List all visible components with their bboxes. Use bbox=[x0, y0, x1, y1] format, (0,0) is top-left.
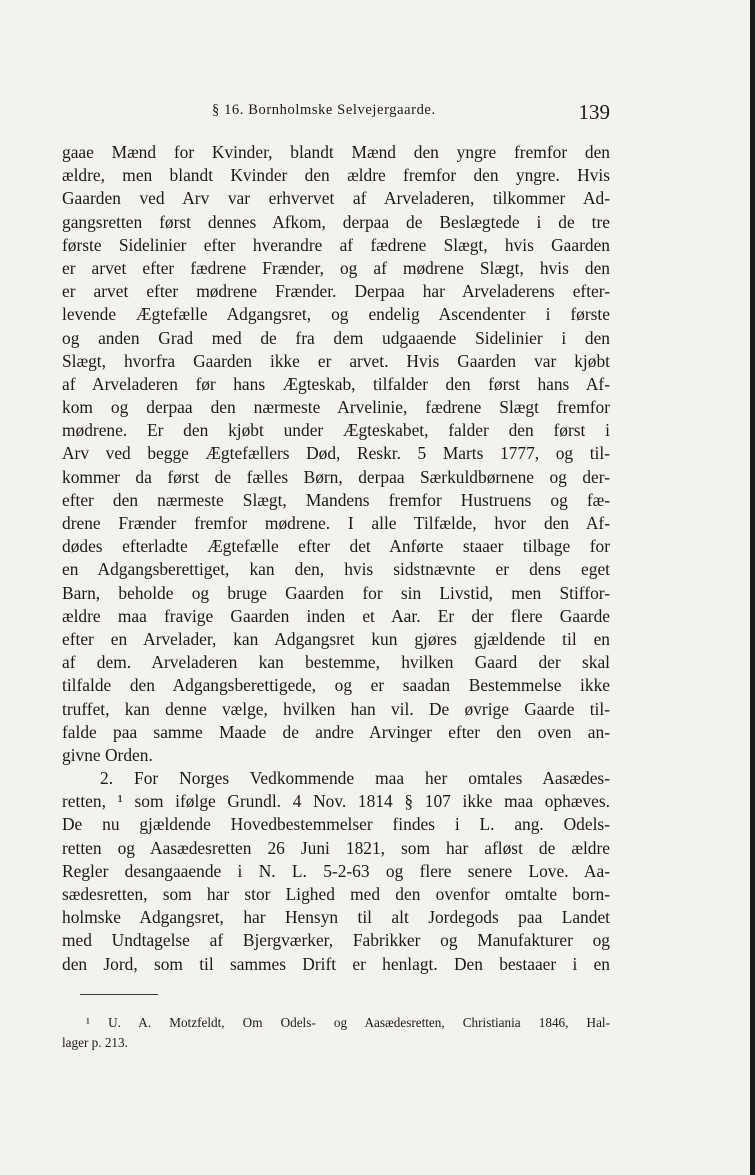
text-line: sædesretten, som har stor Lighed med den ovenfor omtalte born- bbox=[62, 884, 610, 904]
text-line: ældre maa fravige Gaarden inden et Aar. Er der flere Gaarde bbox=[62, 605, 610, 626]
text-line: Arv ved begge Ægtefællers Død, Reskr. 5 Marts 1777, og til- bbox=[62, 443, 610, 464]
text-line: drene Frænder fremfor mødrene. I alle Tilfælde, hvor den Af- bbox=[62, 513, 610, 533]
text-line: Regler desangaaende i N. L. 5-2-63 og flere senere Love. Aa- bbox=[62, 860, 610, 881]
text-line: af Arveladeren før hans Ægteskab, tilfalder den først hans Af- bbox=[62, 373, 610, 394]
text-line: retten, ¹ som ifølge Grundl. 4 Nov. 1814 § 107 ikke maa ophæves. bbox=[62, 791, 610, 812]
text-line: gangsretten først dennes Afkom, derpaa de Beslægtede i de tre bbox=[62, 211, 610, 232]
text-line: med Undtagelse af Bjergværker, Fabrikker og Manufakturer og bbox=[62, 930, 610, 951]
text-line: første Sidelinier efter hverandre af fædrene Slægt, hvis Gaarden bbox=[62, 234, 610, 255]
paragraph-end-line: givne Orden. bbox=[62, 744, 153, 765]
footnote-line: lager p. 213. bbox=[62, 1034, 128, 1050]
text-line: Barn, beholde og bruge Gaarden for sin Livstid, men Stiffor- bbox=[62, 582, 610, 603]
text-line: retten og Aasædesretten 26 Juni 1821, som har afløst de ældre bbox=[62, 837, 610, 858]
page-number: 139 bbox=[578, 100, 610, 124]
body-text bbox=[62, 141, 610, 976]
text-line: falde paa samme Maade de andre Arvinger efter den oven an- bbox=[62, 721, 610, 742]
text-line: tilfalde den Adgangsberettigede, og er saadan Bestemmelse ikke bbox=[62, 675, 610, 696]
text-line: dødes efterladte Ægtefælle efter det Anførte staaer tilbage for bbox=[62, 536, 610, 557]
text-line: Gaarden ved Arv var erhvervet af Arveladeren, tilkommer Ad- bbox=[62, 188, 610, 209]
text-line: efter den nærmeste Slægt, Mandens fremfor Hustruens og fæ- bbox=[62, 489, 610, 510]
text-line: en Adgangsberettiget, kan den, hvis sidstnævnte er dens eget bbox=[62, 559, 610, 580]
text-line: kommer da først de fælles Børn, derpaa Særkuldbørnene og der- bbox=[62, 466, 610, 487]
text-line: Slægt, hvorfra Gaarden ikke er arvet. Hvis Gaarden var kjøbt bbox=[62, 350, 610, 371]
text-line: mødrene. Er den kjøbt under Ægteskabet, falder den først i bbox=[62, 420, 610, 441]
text-line: kom og derpaa den nærmeste Arvelinie, fædrene Slægt fremfor bbox=[62, 397, 610, 418]
footnote-divider bbox=[80, 994, 158, 995]
paragraph-start-line: 2. For Norges Vedkommende maa her omtales Aasædes- bbox=[100, 768, 610, 789]
text-line: den Jord, som til sammes Drift er henlagt. Den bestaaer i en bbox=[62, 953, 610, 974]
running-head: § 16. Bornholmske Selvejergaarde. bbox=[212, 102, 436, 118]
text-line: truffet, kan denne vælge, hvilken han vil. De øvrige Gaarde til- bbox=[62, 698, 610, 719]
page-header bbox=[62, 100, 610, 130]
text-line: er arvet efter mødrene Frænder. Derpaa har Arveladerens efter- bbox=[62, 281, 610, 302]
scan-edge bbox=[750, 0, 755, 1175]
text-line: levende Ægtefælle Adgangsret, og endelig Ascendenter i første bbox=[62, 304, 610, 325]
text-line: holmske Adgangsret, har Hensyn til alt Jordegods paa Landet bbox=[62, 907, 610, 928]
text-line: af dem. Arveladeren kan bestemme, hvilken Gaard der skal bbox=[62, 652, 610, 673]
footnotes bbox=[62, 1013, 610, 1052]
text-line: De nu gjældende Hovedbestemmelser findes i L. ang. Odels- bbox=[62, 814, 610, 835]
text-line: og anden Grad med de fra dem udgaaende Sidelinier i den bbox=[62, 327, 610, 348]
text-line: er arvet efter fædrene Frænder, og af mødrene Slægt, hvis den bbox=[62, 257, 610, 278]
text-line: gaae Mænd for Kvinder, blandt Mænd den yngre fremfor den bbox=[62, 142, 610, 162]
text-line: efter en Arvelader, kan Adgangsret kun gjøres gjældende til en bbox=[62, 628, 610, 649]
text-line: ældre, men blandt Kvinder den ældre fremfor den yngre. Hvis bbox=[62, 165, 610, 186]
footnote-line: ¹ U. A. Motzfeldt, Om Odels- og Aasædesretten, Christiania 1846, Hal- bbox=[86, 1015, 610, 1030]
